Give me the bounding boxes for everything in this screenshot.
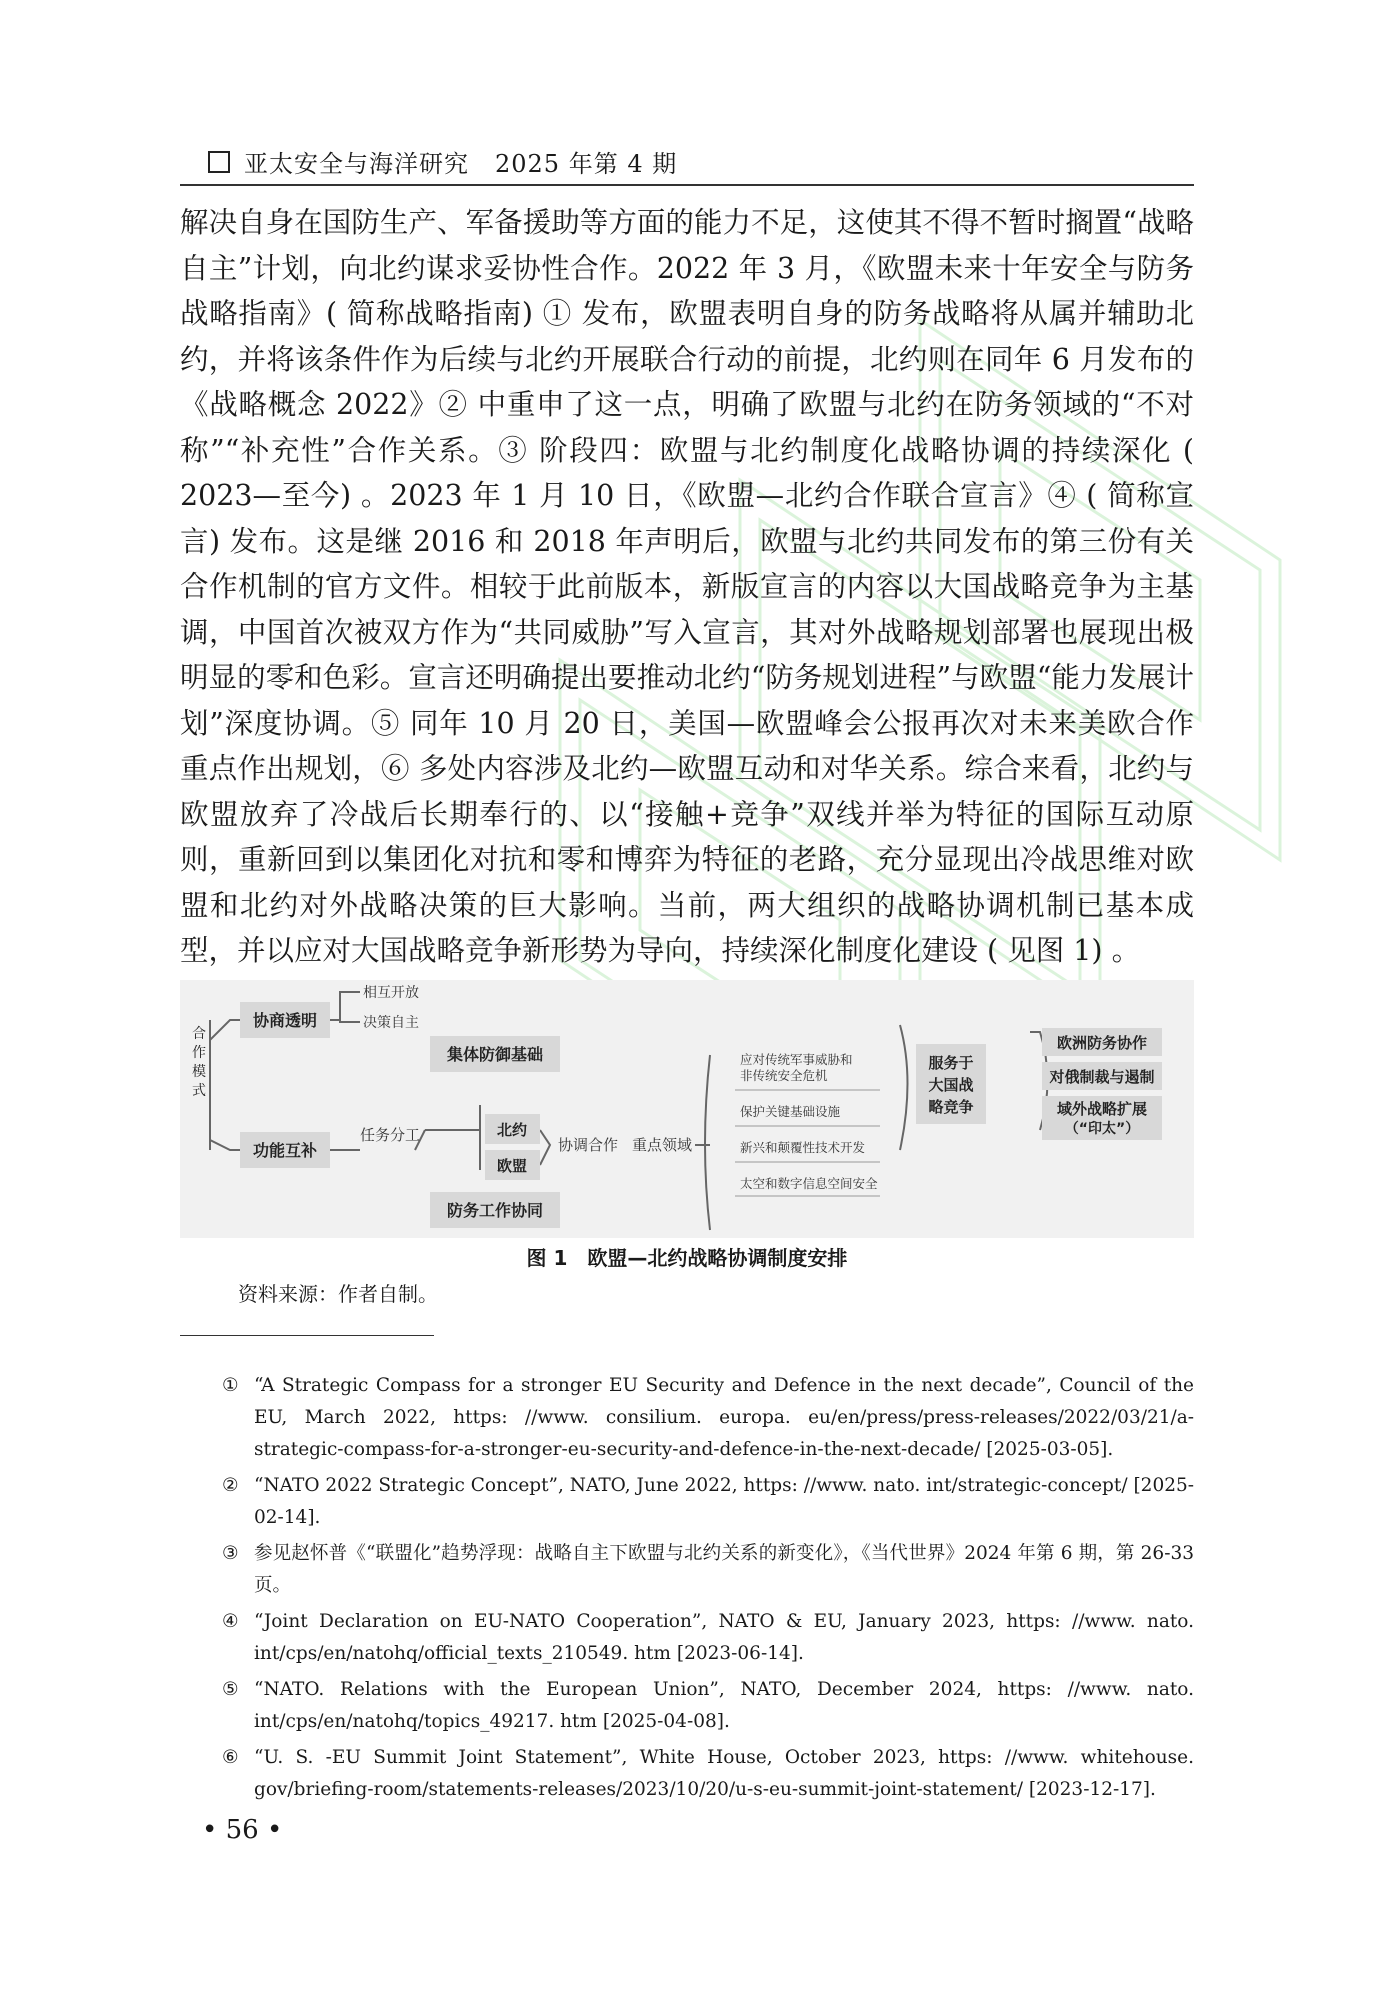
footnote-mark: ③ <box>222 1543 239 1564</box>
footnote-text: “NATO 2022 Strategic Concept”, NATO, June 2022, https: //www. nato. int/strategic-concept/ [2025-02-14]. <box>254 1475 1194 1528</box>
fig-root-label-2: 作 <box>192 1045 206 1061</box>
fig-area-1b: 非传统安全危机 <box>740 1068 828 1083</box>
fig-serve-1: 服务于 <box>928 1054 974 1072</box>
fig-defense-work: 防务工作协同 <box>446 1201 544 1220</box>
figure-1 <box>180 980 1194 1238</box>
figure-source: 资料来源：作者自制。 <box>238 1282 438 1306</box>
footnote-6 <box>222 1742 1194 1806</box>
body-paragraph: 解决自身在国防生产、军备援助等方面的能力不足，这使其不得不暂时搁置“战略自主”计划，向北约谋求妥协性合作。2022 年 3 月，《欧盟未来十年安全与防务战略指南》( 简称战略指南) ① 发布，欧盟表明自身的防务战略将从属并辅助北约，并将该条件作为后续与北约开展联合行动的前提，北约则在同年 6 月发布的《战略概念 2022》② 中重申了这一点，明确了欧盟与北约在防务领域的“不对称”“补充性”合作关系。③ 阶段四：欧盟与北约制度化战略协调的持续深化 ( 2023—至今) 。2023 年 1 月 10 日，《欧盟—北约合作联合宣言》④ ( 简称宣言) 发布。这是继 2016 和 2018 年声明后，欧盟与北约共同发布的第三份有关合作机制的官方文件。相较于此前版本，新版宣言的内容以大国战略竞争为主基调，中国首次被双方作为“共同威胁”写入宣言，其对外战略规划部署也展现出极明显的零和色彩。宣言还明确提出要推动北约“防务规划进程”与欧盟“能力发展计划”深度协调。⑤ 同年 10 月 20 日，美国—欧盟峰会公报再次对未来美欧合作重点作出规划，⑥ 多处内容涉及北约—欧盟互动和对华关系。综合来看，北约与欧盟放弃了冷战后长期奉行的、以“接触+竞争”双线并举为特征的国际互动原则，重新回到以集团化对抗和零和博弈为特征的老路，充分显现出冷战思维对欧盟和北约对外战略决策的巨大影响。当前，两大组织的战略协调机制已基本成型，并以应对大国战略竞争新形势为导向，持续深化制度化建设 ( 见图 1) 。 <box>180 206 1194 967</box>
figure-caption: 图 1 欧盟—北约战略协调制度安排 <box>526 1246 848 1270</box>
footnote-text: “Joint Declaration on EU-NATO Cooperation”, NATO & EU, January 2023, https: //www. nato. int/cps/en/natohq/official_texts_210549. htm [2023-06-14]. <box>254 1611 1194 1664</box>
journal-issue: 2025 年第 4 期 <box>495 150 678 178</box>
fig-root-label-4: 式 <box>192 1083 206 1099</box>
fig-nato: 北约 <box>496 1121 528 1139</box>
footnote-4 <box>222 1606 1194 1670</box>
fig-root-label: 合 <box>192 1026 206 1042</box>
journal-title: 亚太安全与海洋研究 <box>244 150 469 178</box>
footnotes <box>222 1370 1194 1810</box>
fig-area-4: 太空和数字信息空间安全 <box>740 1176 878 1191</box>
running-header <box>208 144 677 179</box>
footnote-3 <box>222 1538 1194 1602</box>
footnote-text: “NATO. Relations with the European Union”, NATO, December 2024, https: //www. nato. int/cps/en/natohq/topics_49217. htm [2025-04-08]. <box>254 1679 1194 1732</box>
footnote-mark: ⑥ <box>222 1747 239 1768</box>
footnote-rule <box>180 1335 434 1336</box>
fig-mutual-open: 相互开放 <box>363 985 419 1001</box>
footnote-2 <box>222 1470 1194 1534</box>
footnote-mark: ⑤ <box>222 1679 239 1700</box>
footnote-mark: ① <box>222 1375 239 1396</box>
footnote-text: 参见赵怀普《“联盟化”趋势浮现：战略自主下欧盟与北约关系的新变化》，《当代世界》2024 年第 6 期，第 26-33 页。 <box>254 1543 1194 1596</box>
footnote-text: “U. S. -EU Summit Joint Statement”, White House, October 2023, https: //www. whitehouse. gov/briefing-room/statements-releases/2023/10/20/u-s-eu-summit-joint-statement/ [2023-12-17]. <box>254 1747 1194 1800</box>
page-number: • 56 • <box>202 1815 283 1845</box>
fig-func: 功能互补 <box>252 1141 318 1160</box>
header-rule <box>180 184 1194 186</box>
footnote-mark: ② <box>222 1475 239 1496</box>
fig-collective: 集体防御基础 <box>446 1045 544 1064</box>
figure-diagram <box>180 980 1194 1238</box>
fig-area-1: 应对传统军事威胁和 <box>740 1052 853 1067</box>
fig-root-label-3: 模 <box>192 1064 206 1080</box>
fig-outcome-1: 欧洲防务协作 <box>1056 1034 1148 1052</box>
fig-outcome-3: 域外战略扩展 <box>1056 1100 1148 1118</box>
footnote-text: “A Strategic Compass for a stronger EU Security and Defence in the next decade”, Council of the EU, March 2022, https: //www. consilium. europa. eu/en/press/press-releases/2022/03/21/a-strategic-compass-for-a-stronger-eu-security-and-defence-in-the-next-decade/ [2025-03-05]. <box>254 1375 1194 1460</box>
fig-coord: 协调合作 <box>558 1136 619 1154</box>
fig-outcome-3b: （“印太”） <box>1064 1121 1140 1137</box>
fig-decision-auto: 决策自主 <box>363 1015 419 1031</box>
footnote-mark: ④ <box>222 1611 239 1632</box>
footnote-1 <box>222 1370 1194 1466</box>
fig-area-3: 新兴和颠覆性技术开发 <box>740 1140 866 1155</box>
fig-consult: 协商透明 <box>252 1011 318 1030</box>
fig-outcome-2: 对俄制裁与遏制 <box>1049 1068 1155 1086</box>
fig-serve-2: 大国战 <box>928 1076 974 1094</box>
fig-serve-3: 略竞争 <box>928 1098 974 1116</box>
header-square-icon <box>208 151 230 173</box>
fig-key-areas: 重点领域 <box>632 1136 693 1154</box>
fig-eu: 欧盟 <box>496 1157 528 1175</box>
fig-area-2: 保护关键基础设施 <box>740 1104 841 1119</box>
fig-division: 任务分工 <box>360 1126 421 1144</box>
footnote-5 <box>222 1674 1194 1738</box>
